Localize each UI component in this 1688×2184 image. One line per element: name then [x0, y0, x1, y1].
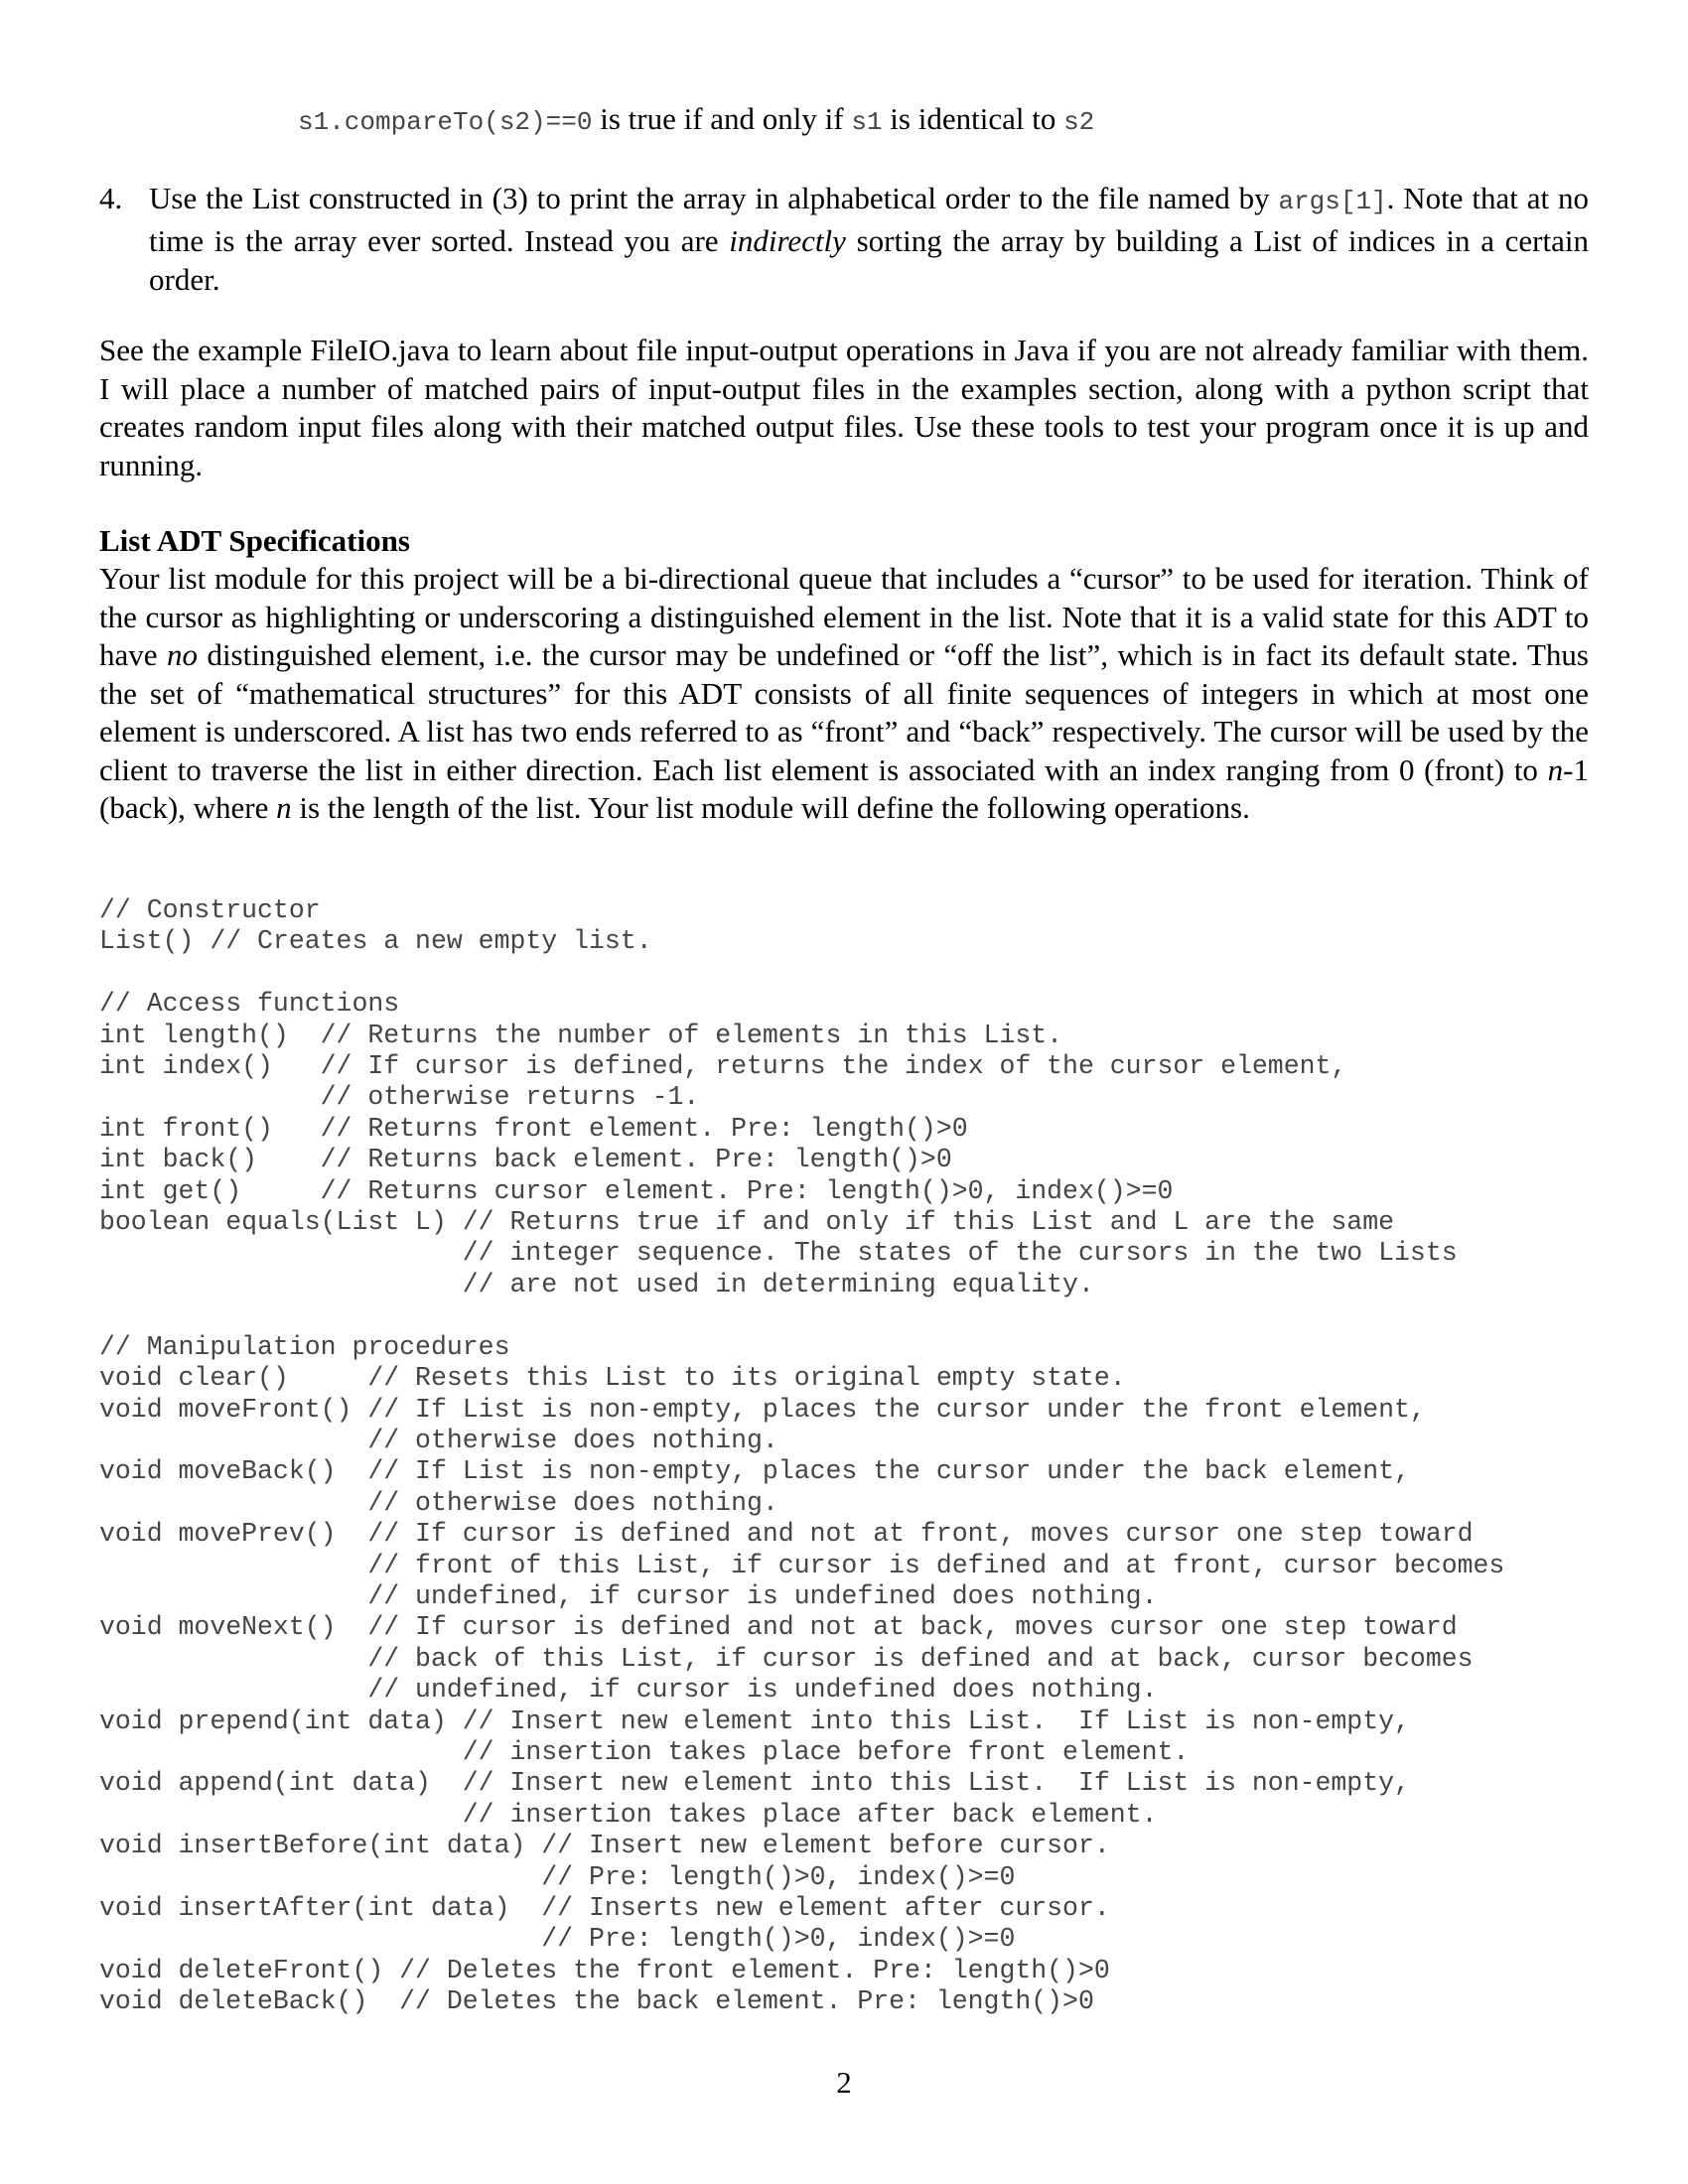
fileio-paragraph: See the example FileIO.java to learn about file input-output operations in Java if you are not already familiar with them. I will place a number of matched pairs of input-output files in the examples section, along with a python script that creates random input files along with their matched output files. Use these tools to test your program once it is up and running.: [99, 333, 1589, 482]
code-compare-to: s1.compareTo(s2)==0: [298, 107, 593, 137]
emphasis-n-2: n: [276, 790, 292, 825]
spec-text-g: is the length of the list. Your list module will define the following operations.: [291, 790, 1250, 825]
code-s1: s1: [851, 107, 883, 137]
item4-text-c: sorting the array by building a List of indices in a certain order.: [149, 223, 1589, 297]
compare-to-statement: [298, 99, 1094, 142]
list-item-body: [149, 179, 1589, 299]
list-item-number: 4.: [99, 181, 123, 215]
emphasis-n-1: n: [1547, 751, 1564, 787]
code-args: args[1]: [1278, 187, 1387, 216]
list-adt-code-block: // Constructor List() // Creates a new empty list. // Access functions int length() // Returns the number of elements in this List. int index() // If cursor is defined, returns the index of the cursor element, // otherwise returns -1. int front() // Returns front element. Pre: length()>0 int back() // Returns back element. Pre: length()>0 int get() // Returns cursor element. Pre: length()>0, index()>=0 boolean equals(List L) // Returns true if and only if this List and L are the same // integer sequence. The states of the cursors in the two Lists // are not used in determining equality. // Manipulation procedures void clear() // Resets this List to its original empty state. void moveFront() // If List is non-empty, places the cursor under the front element, // otherwise does nothing. void moveBack() // If List is non-empty, places the cursor under the back element, // otherwise does nothing. void movePrev() // If cursor is defined and not at front, moves cursor one step toward // front of this List, if cursor is defined and at front, cursor becomes // undefined, if cursor is undefined does nothing. void moveNext() // If cursor is defined and not at back, moves cursor one step toward // back of this List, if cursor is defined and at back, cursor becomes // undefined, if cursor is undefined does nothing. void prepend(int data) // Insert new element into this List. If List is non-empty, // insertion takes place before front element. void append(int data) // Insert new element into this List. If List is non-empty, // insertion takes place after back element. void insertBefore(int data) // Insert new element before cursor. // Pre: length()>0, index()>=0 void insertAfter(int data) // Inserts new element after cursor. // Pre: length()>0, index()>=0 void deleteFront() // Deletes the front element. Pre: length()>0 void deleteBack() // Deletes the back element. Pre: length()>0: [99, 895, 1505, 2017]
emphasis-indirectly: indirectly: [729, 223, 846, 258]
page-number: 2: [836, 2065, 852, 2100]
section-heading: List ADT Specifications: [99, 523, 410, 558]
spec-text-e: -1 (back), where: [99, 751, 1589, 825]
compare-text-a: is true if and only if: [592, 101, 852, 136]
spec-paragraph: [99, 560, 1589, 828]
emphasis-no: no: [166, 637, 198, 672]
item4-text-a: Use the List constructed in (3) to print the array in alphabetical order to the file named by: [149, 181, 1279, 215]
spec-text-c: distinguished element, i.e. the cursor may be undefined or “off the list”, which is in fact its default state. Thus the set of “mathematical structures” for this ADT consists of all finite sequences of integers in which at most one element is underscored. A list has two ends referred to as “front” and “back” respectively. The cursor will be used by the client to traverse the list in either direction. Each list element is associated with an index ranging from 0 (front) to: [99, 637, 1589, 787]
compare-text-b: is identical to: [882, 101, 1064, 136]
list-item-4: [99, 179, 1589, 299]
item4-text-b: . Note that at no time is the array ever sorted. Instead you are: [149, 181, 1589, 258]
code-s2: s2: [1063, 107, 1095, 137]
spec-text-a: Your list module for this project will be a bi-directional queue that includes a “cursor” to be used for iteration. Think of the cursor as highlighting or underscoring a distinguished element in the list. Note that it is a valid state for this ADT to have: [99, 561, 1589, 672]
